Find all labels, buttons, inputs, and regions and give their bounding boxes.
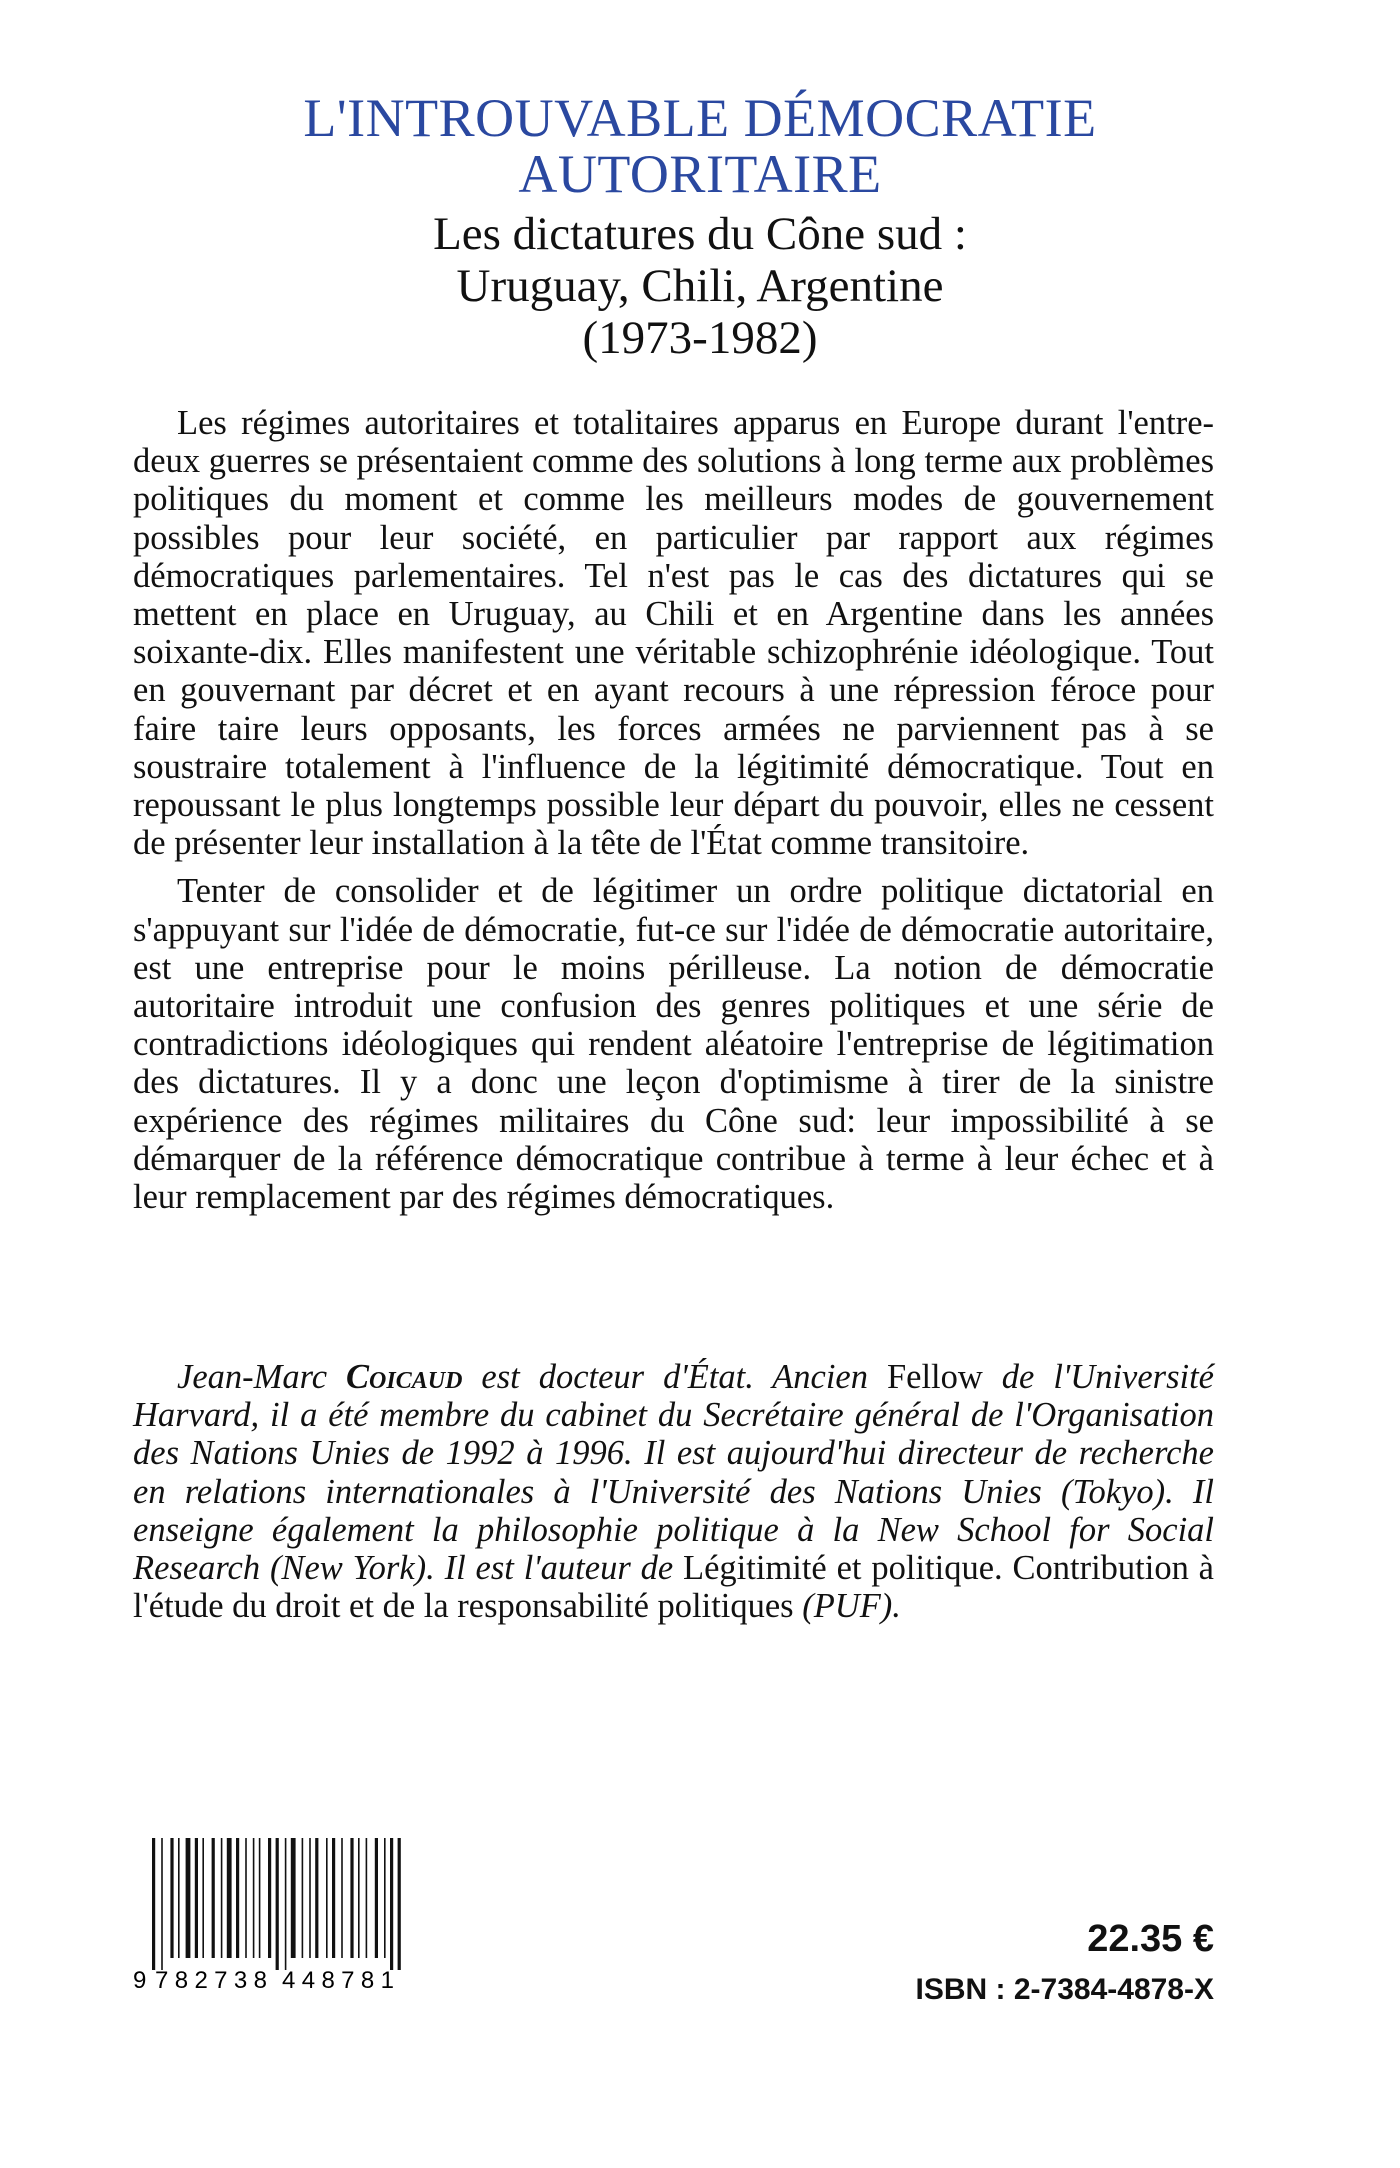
cover-heading <box>0 90 1400 364</box>
barcode-digits-right: 448781 <box>282 1967 394 1993</box>
book-title-line-1: L'INTROUVABLE DÉMOCRATIE <box>303 88 1097 148</box>
barcode-bar <box>302 1838 304 1958</box>
bio-fellow: Fellow <box>886 1358 983 1396</box>
blurb-paragraph-1: Les régimes autoritaires et totalitaires apparus en Europe durant l'entre-deux guerres se présentaient comme des solutions à long terme aux problèmes politiques du moment et comme les meilleurs modes de gouvernement possibles pour leur société, en particulier par rapport aux régimes démocratiques parlementaires. Tel n'est pas le cas des dictatures qui se mettent en place en Uruguay, au Chili et en Argentine dans les années soixante-dix. Elles manifestent une véritable schizophrénie idéologique. Tout en gouvernant par décret et en ayant recours à une répression féroce pour faire taire leurs opposants, les forces armées ne parviennent pas à se soustraire totalement à l'influence de la légitimité démocratique. Tout en repoussant le plus longtemps possible leur départ du pouvoir, elles ne cessent de présenter leur installation à la tête de l'État comme transitoire. <box>133 404 1214 863</box>
barcode <box>132 1838 420 1993</box>
barcode-lead-digit: 9 <box>133 1967 147 1993</box>
barcode-bar <box>245 1838 247 1958</box>
book-title-line-2: AUTORITAIRE <box>518 144 882 204</box>
barcode-bar <box>276 1838 279 1970</box>
barcode-bar <box>259 1838 261 1958</box>
author-bio <box>133 1358 1214 1625</box>
barcode-bar <box>268 1838 271 1958</box>
barcode-bar <box>390 1838 393 1970</box>
barcode-bar <box>398 1838 401 1970</box>
book-title <box>0 90 1400 202</box>
barcode-bar <box>285 1838 287 1970</box>
bio-text-2: de l'Université Harvard, il a été membre du cabinet du Secrétaire général de l'Organisation des Nations Unies de 1992 à 1996. Il est aujourd'hui directeur de recherche en relations internationales à l'Université des Nations Unies (Tokyo). Il enseigne également la philosophie politique à la New School for Social Research (New York). Il est l'auteur de <box>133 1358 1214 1588</box>
barcode-bar <box>326 1838 328 1958</box>
isbn: ISBN : 2-7384-4878-X <box>915 1973 1214 2006</box>
barcode-bar <box>291 1838 296 1958</box>
bio-text-1: est docteur d'État. Ancien <box>481 1358 868 1396</box>
barcode-bar <box>358 1838 360 1958</box>
bio-publisher: (PUF). <box>802 1587 901 1626</box>
barcode-bar <box>384 1838 386 1958</box>
barcode-bar <box>253 1838 255 1958</box>
barcode-bar <box>332 1838 335 1958</box>
book-subtitle-line-2: Uruguay, Chili, Argentine <box>456 260 944 312</box>
author-first-name: Jean-Marc <box>177 1358 328 1396</box>
book-subtitle-line-1: Les dictatures du Cône sud : <box>433 208 967 260</box>
barcode-bar <box>341 1838 343 1958</box>
barcode-bar <box>212 1838 215 1958</box>
barcode-bar <box>227 1838 232 1958</box>
barcode-bar <box>236 1838 239 1958</box>
barcode-bar <box>375 1838 378 1958</box>
barcode-bar <box>152 1838 155 1970</box>
barcode-bar <box>221 1838 223 1958</box>
barcode-bar <box>178 1838 180 1958</box>
barcode-bar <box>350 1838 353 1958</box>
barcode-bar <box>315 1838 318 1958</box>
book-subtitle-line-3: (1973-1982) <box>582 312 818 364</box>
barcode-bar <box>195 1838 198 1958</box>
blurb-paragraph-2: Tenter de consolider et de légitimer un ordre politique dictatorial en s'appuyant sur l'idée de démocratie, fut-ce sur l'idée de démocratie autoritaire, est une entreprise pour le moins périlleuse. La notion de démocratie autoritaire introduit une confusion des genres politiques et une série de contradictions idéologiques qui rendent aléatoire l'entreprise de légitimation des dictatures. Il y a donc une leçon d'optimisme à tirer de la sinistre expérience des régimes militaires du Cône sud: leur impossibilité à se démarquer de la référence démocratique contribue à terme à leur échec et à leur remplacement par des régimes démocratiques. <box>133 872 1214 1217</box>
barcode-bar <box>170 1838 173 1958</box>
barcode-bar <box>309 1838 311 1958</box>
blurb <box>133 404 1214 1216</box>
price: 22.35 € <box>1087 1918 1214 1960</box>
barcode-bar <box>366 1838 368 1958</box>
bio-book-title: Légitimité et politique. Contribution à l'étude du droit et de la responsabilité politiques <box>133 1549 1214 1626</box>
book-subtitle <box>0 208 1400 364</box>
barcode-bars <box>152 1838 401 1970</box>
author-last-name: Coicaud <box>346 1358 463 1396</box>
barcode-bar <box>186 1838 191 1958</box>
barcode-digits-left: 782738 <box>155 1967 267 1993</box>
barcode-bar <box>202 1838 204 1958</box>
barcode-bar <box>161 1838 163 1970</box>
